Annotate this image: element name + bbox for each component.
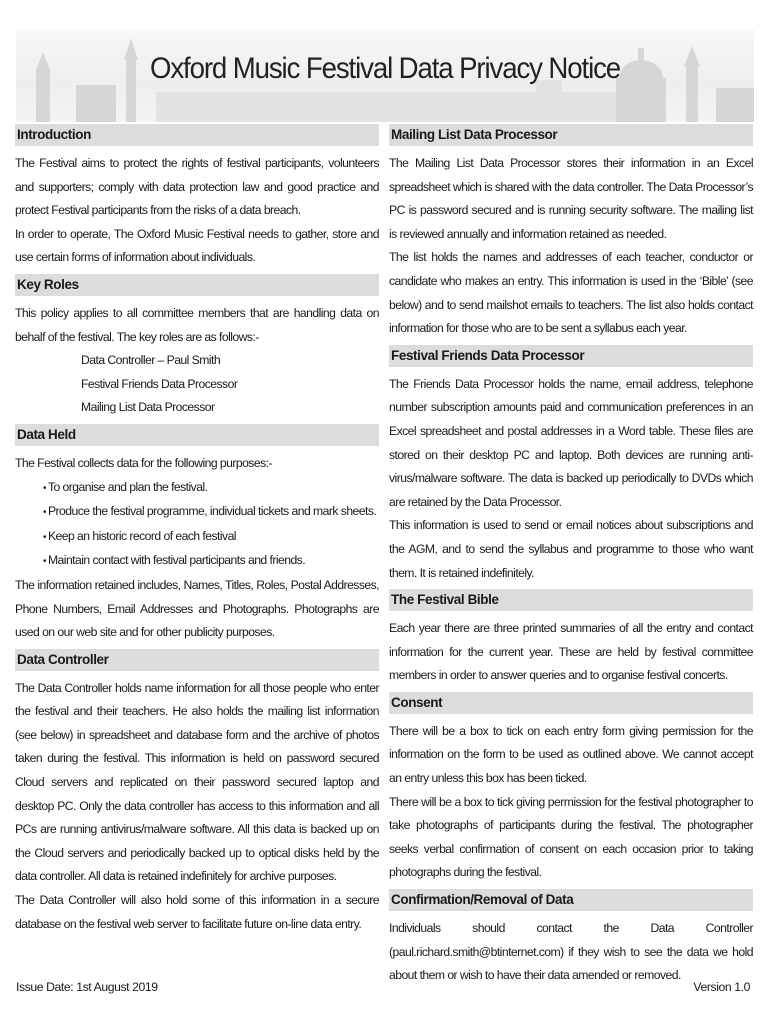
role-item: Festival Friends Data Processor [81, 376, 238, 391]
paragraph: Each year there are three printed summaries of all the entry and contact information for the current year. These are held by festival committee members in order to answer queries and to organise festival concerts. [389, 621, 753, 683]
bullet-icon: • [43, 531, 46, 543]
section-heading: Consent [389, 692, 753, 714]
bullet-icon: • [43, 556, 46, 568]
list-item: • Keep an historic record of each festival [43, 528, 236, 543]
section-festival-bible [389, 589, 753, 688]
paragraph: The Festival collects data for the following purposes:- [15, 455, 272, 470]
section-heading: Mailing List Data Processor [389, 124, 753, 146]
list-item: • Maintain contact with festival participants and friends. [43, 553, 306, 568]
bullet-icon: • [43, 507, 46, 519]
section-key-roles [15, 274, 379, 420]
section-data-controller [15, 649, 379, 937]
paragraph: The Data Controller will also hold some of this information in a secure database on the festival web server to facilitate future on-line data entry. [15, 893, 379, 931]
section-introduction [15, 124, 379, 270]
paragraph: This information is used to send or email notices about subscriptions and the AGM, and to send the syllabus and programme to those who want them. It is retained indefinitely. [389, 518, 753, 580]
section-mailing-list [389, 124, 753, 341]
section-heading: The Festival Bible [389, 589, 753, 611]
paragraph: The Mailing List Data Processor stores their information in an Excel spreadsheet which is shared with the data controller. The Data Processor’s PC is password secured and is running security software. The mailing list is reviewed annually and information retained as needed. [389, 156, 753, 241]
right-column [389, 124, 753, 992]
section-heading: Data Held [15, 424, 379, 446]
paragraph: The Festival aims to protect the rights of festival participants, volunteers and supporters; comply with data protection law and good practice and protect Festival participants from the risks of a data breach. [15, 156, 379, 218]
role-item: Data Controller – Paul Smith [81, 353, 221, 368]
paragraph: In order to operate, The Oxford Music Festival needs to gather, store and use certain forms of information about individuals. [15, 226, 379, 265]
bullet-icon: • [43, 482, 46, 494]
section-festival-friends [389, 345, 753, 585]
left-column [15, 124, 379, 940]
paragraph: The Data Controller holds name information for all those people who enter the festival and their teachers. He also holds the mailing list information (see below) in spreadsheet and database form and the archive of photos taken during the festival. This information is held on password secured Cloud servers and replicated on their password secured laptop and desktop PC. Only the data controller has access to this information and all PCs are running antivirus/malware software. All this data is backed up on the Cloud servers and periodically backed up to optical disks held by the data controller. All data is retained indefinitely for archive purposes. [15, 680, 379, 884]
section-heading: Data Controller [15, 649, 379, 671]
paragraph: There will be a box to tick giving permission for the festival photographer to take photographs of participants during the festival. The photographer seeks verbal confirmation of consent on each occasion prior to taking photographs during the festival. [389, 794, 753, 880]
paragraph: Individuals should contact the Data Controller (paul.richard.smith@btinternet.com) if they wish to see the data we hold about them or wish to have their data amended or removed. [389, 921, 753, 983]
paragraph: This policy applies to all committee members that are handling data on behalf of the festival. The key roles are as follows:- [15, 305, 379, 344]
paragraph: There will be a box to tick on each entry form giving permission for the information on the form to be used as outlined above. We cannot accept an entry unless this box has been ticked. [389, 723, 753, 786]
list-item: • Produce the festival programme, individual tickets and mark sheets. [43, 504, 377, 519]
section-heading: Festival Friends Data Processor [389, 345, 753, 367]
paragraph: The information retained includes, Names, Titles, Roles, Postal Addresses, Phone Numbers, Email Addresses and Photographs. Photographs are used on our web site and for other publicity purposes. [15, 577, 379, 640]
purpose-list [15, 476, 379, 574]
section-consent [389, 692, 753, 885]
section-heading: Introduction [15, 124, 379, 146]
version-label: Version 1.0 [693, 980, 750, 994]
paragraph: The Friends Data Processor holds the name, email address, telephone number subscription amounts paid and communication preferences in an Excel spreadsheet and postal addresses in a Word table. These files are stored on their desktop PC and laptop. Both devices are running anti-virus/malware software. The data is backed up periodically to DVDs which are retained by the Data Processor. [389, 376, 753, 509]
section-data-held [15, 424, 379, 645]
section-heading: Confirmation/Removal of Data [389, 889, 753, 911]
section-heading: Key Roles [15, 274, 379, 296]
list-item: • To organise and plan the festival. [43, 479, 208, 494]
section-removal [389, 889, 753, 988]
page-title: Oxford Music Festival Data Privacy Notice [149, 52, 621, 85]
role-item: Mailing List Data Processor [81, 400, 215, 415]
paragraph: The list holds the names and addresses of each teacher, conductor or candidate who makes an entry. This information is used in the ‘Bible’ (see below) and to send mailshot emails to teachers. The list also holds contact information for those who are to be sent a syllabus each year. [389, 250, 753, 336]
issue-date: Issue Date: 1st August 2019 [16, 980, 158, 994]
